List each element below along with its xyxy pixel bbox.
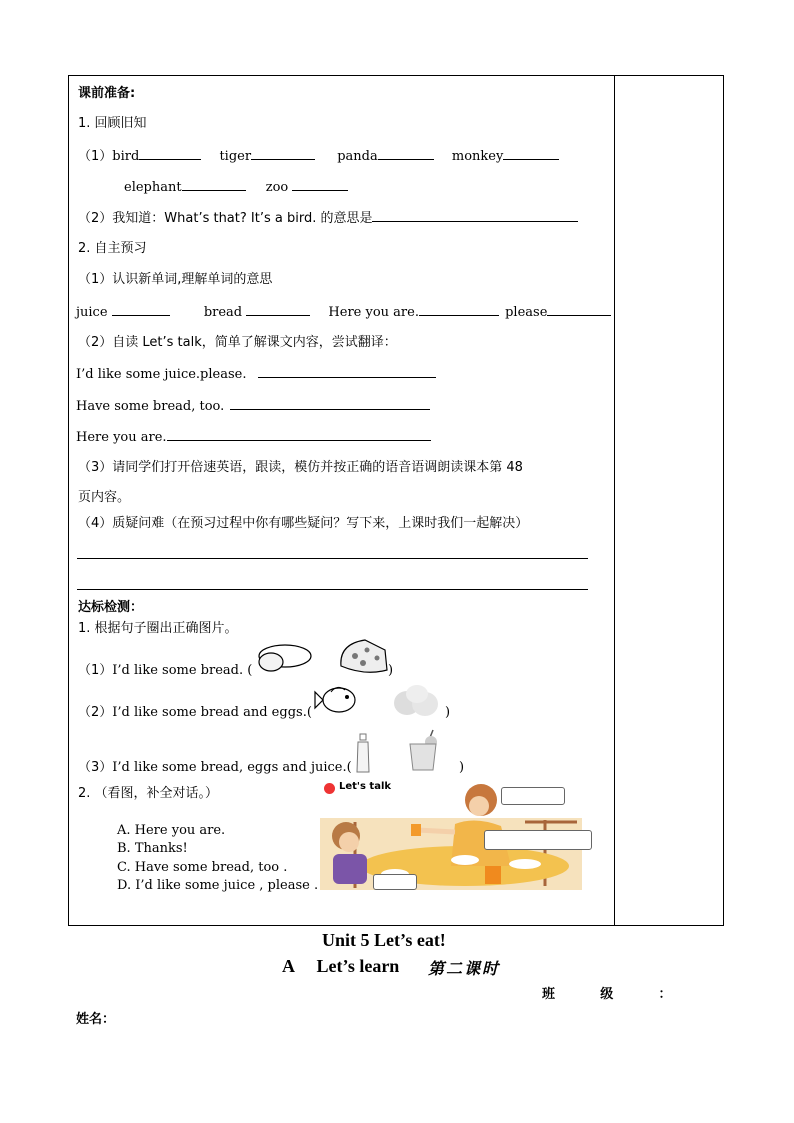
item-label: （1） [78,663,113,678]
paren-close: ) [445,705,451,720]
translate-row-3 [76,428,431,447]
word: tiger [219,149,252,164]
word: monkey [451,149,504,164]
circle-item-2 [78,704,312,722]
column-divider [614,76,615,925]
paren-close: ) [388,663,394,678]
dialog-option-d: D. I’d like some juice , please . [117,878,319,893]
lets-talk-banner [324,782,402,796]
answer-blank[interactable] [372,209,578,222]
word: zoo [265,180,289,195]
answer-blank[interactable] [182,178,246,191]
meaning-question [78,209,578,228]
answer-blank[interactable] [251,147,315,160]
cheese-picture[interactable] [335,636,393,678]
vocab-word: juice [76,305,108,320]
new-words-instruction: （1）认识新单词,理解单词的意思 [78,272,273,287]
check-section-2: 2. （看图，补全对话。） [78,786,219,801]
check-section-1: 1. 根据句子圈出正确图片。 [78,621,238,636]
word: elephant [124,180,182,195]
read-aloud-instruction: （3）请同学们打开倍速英语，跟读，模仿并按正确的语音语调朗读课本第 48 [78,460,523,475]
dialog-option-b: B. Thanks! [117,841,188,856]
name-label: 姓名： [76,1012,116,1027]
item-text: I’d like some bread, eggs and juice.( [112,760,352,775]
lesson-title: A Let’s learn [282,956,400,976]
speech-bubble[interactable] [373,874,417,890]
answer-blank[interactable] [258,365,436,378]
questions-instruction: （4）质疑问难（在预习过程中你有哪些疑问？写下来，上课时我们一起解决） [78,516,529,531]
item-label: （2） [78,705,113,720]
vocab-word: Here you are. [328,305,419,320]
class-label: 班 级 ： [542,987,672,1002]
answer-blank[interactable] [547,303,611,316]
sentence: I’d like some juice.please. [76,367,247,382]
check-heading: 达标检测： [78,600,144,615]
question-writing-line[interactable] [77,589,588,590]
item-text: I’d like some bread. ( [112,663,253,678]
talk-instruction: （2）自读 Let’s talk，简单了解课文内容，尝试翻译： [78,335,397,350]
review-words-row-2 [124,178,348,197]
answer-blank[interactable] [112,303,170,316]
translate-row-1 [76,365,436,384]
eggs-picture[interactable] [391,682,441,718]
banner-dot-icon [324,783,335,794]
read-aloud-instruction-cont: 页内容。 [78,490,131,505]
juice-glass-picture[interactable] [405,728,445,774]
bottle-picture[interactable] [353,732,373,776]
prep-section-2: 2. 自主预习 [78,241,147,256]
answer-blank[interactable] [167,428,431,441]
answer-blank[interactable] [292,178,348,191]
vocab-word: bread [203,305,243,320]
prep-heading: 课前准备: [78,86,136,101]
item-label: （1） [78,149,113,164]
item-label: （3） [78,760,113,775]
answer-blank[interactable] [139,147,201,160]
dialog-option-c: C. Have some bread, too . [117,860,288,875]
prep-section-1: 1. 回顾旧知 [78,116,147,131]
unit-title: Unit 5 Let’s eat! [322,930,446,950]
dialog-option-a: A. Here you are. [117,823,226,838]
circle-item-1 [78,662,252,680]
answer-blank[interactable] [503,147,559,160]
answer-blank[interactable] [230,397,430,410]
period-title: 第二课时 [428,961,501,978]
review-words-row-1 [78,147,559,166]
circle-item-3 [78,759,352,777]
item-text: I’d like some bread and eggs.( [112,705,312,720]
answer-blank[interactable] [246,303,310,316]
worksheet-table [68,75,724,926]
speech-bubble[interactable] [484,830,592,850]
fish-picture[interactable] [313,680,365,720]
banner-text: Let's talk [339,781,392,792]
question-writing-line[interactable] [77,558,588,559]
word: bird [112,149,140,164]
answer-blank[interactable] [378,147,434,160]
vocab-word: please [505,305,548,320]
paren-close: ) [459,760,465,775]
question-text: 我知道：What’s that? It’s a bird. 的意思是 [112,211,373,226]
vocab-row [76,303,611,322]
item-label: （2） [78,211,113,226]
lets-talk-picture [315,782,591,892]
translate-row-2 [76,397,430,416]
sentence: Here you are. [76,430,167,445]
sentence: Have some bread, too. [76,399,225,414]
bread-picture[interactable] [255,640,315,676]
word: panda [337,149,378,164]
speech-bubble[interactable] [501,787,565,805]
answer-blank[interactable] [419,303,499,316]
